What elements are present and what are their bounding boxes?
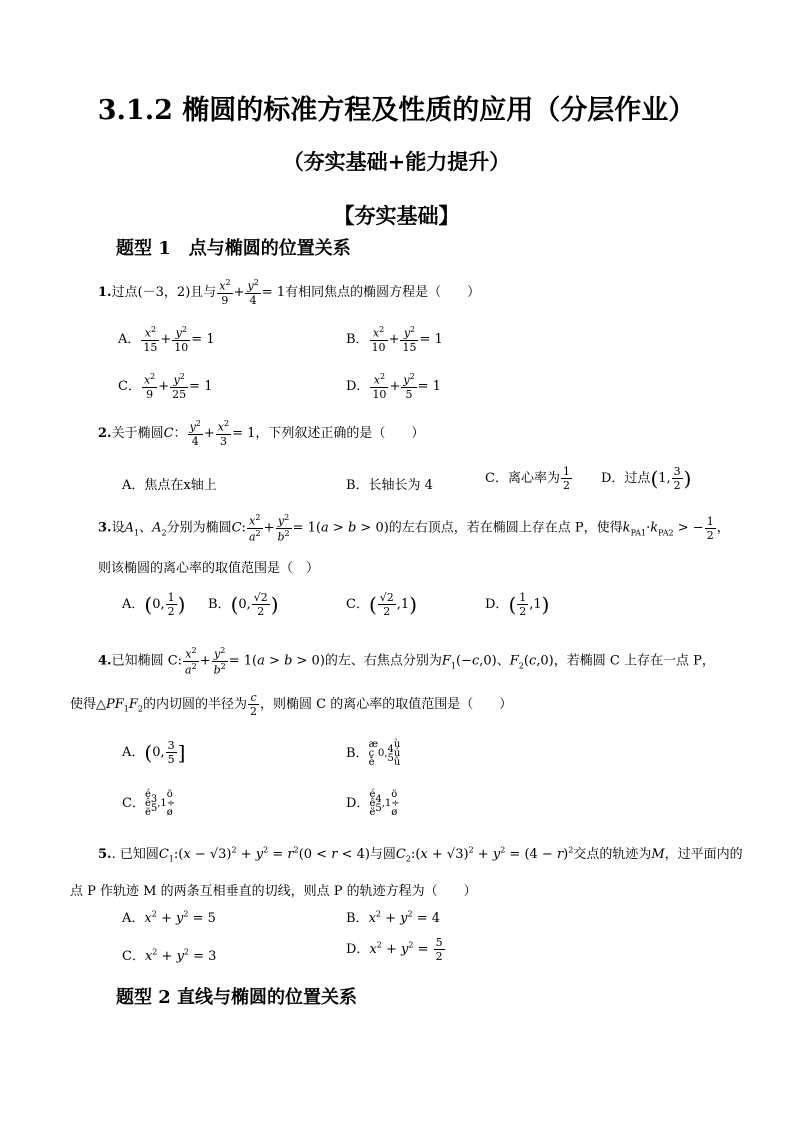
option-2a: A．焦点在x轴上: [122, 478, 217, 493]
topic-heading-2: 题型 2 直线与椭圆的位置关系: [116, 987, 358, 1008]
option-2b: B．长轴长为 4: [346, 478, 433, 493]
option-5c: C．$x^2 + y^2 = 3$: [122, 947, 217, 964]
option-2d: D．过点(1, $\frac{3}{2}$ ): [601, 465, 692, 492]
option-1d: D． $\frac{x^2}{10}$ + $\frac{y^2}{5}$ = 1: [346, 372, 441, 401]
question-number: 3.: [98, 520, 112, 536]
option-4a: A．(0, $\frac{3}{5}$ ]: [122, 739, 186, 766]
option-3a: A．(0, $\frac{1}{2}$ ): [122, 591, 186, 618]
question-number: 5.: [98, 847, 112, 862]
option-4d: D．é ê ë4 5,1ö ÷ ø: [346, 789, 400, 818]
option-2c: C．离心率为 $\frac{1}{2}$: [485, 465, 570, 492]
question-1: 1.过点(－3，2)且与 $\frac{x^2}{9}$ + $\frac{y^2}{4}$ = 1有相同焦点的椭圆方程是（ ）: [98, 278, 481, 307]
option-1c: C． $\frac{x^2}{9}$ + $\frac{y^2}{25}$ = 1: [118, 372, 213, 401]
question-3-line-2: 则该椭圆的离心率的取值范围是（ ）: [98, 561, 320, 576]
question-5-line-2: 点 P 作轨迹 M 的两条互相垂直的切线，则点 P 的轨迹方程为（ ）: [70, 884, 477, 899]
option-3b: B．(0, $\frac{√2}{2}$ ): [208, 591, 279, 618]
question-4: 4.已知椭圆 C: $\frac{x^2}{a^2}$ + $\frac{y^2}{b^2}$ = 1(a > b > 0)的左、右焦点分别为$F_1(-c,0)$、$F_2(c,0)$，若椭圆 C 上存在一点 P，: [98, 646, 715, 677]
section-heading: 【夯实基础】: [333, 203, 460, 228]
question-5: 5.. 已知圆$C_1:(x - √3)^2 + y^2 = r^2(0 < r < 4)$与圆$C_2:(x + √3)^2 + y^2 = (4 - r)^2$交点的轨迹为M，过平面内的: [98, 845, 743, 864]
question-3: 3.设$A_1$、$A_2$分别为椭圆C: $\frac{x^2}{a^2}$ + $\frac{y^2}{b^2}$ = 1(a > b > 0)的左右顶点，若在椭圆上存在点 P，使得$k_{PA1}\cdot k_{PA2}$ > − $\frac{1}{2}$ ，: [98, 513, 730, 544]
question-number: 2.: [98, 425, 112, 441]
question-number: 1.: [98, 284, 112, 300]
option-4c: C．é ê ë3 5,1ö ÷ ø: [122, 789, 176, 818]
option-5a: A．$x^2 + y^2 = 5$: [122, 909, 216, 926]
option-1b: B． $\frac{x^2}{10}$ + $\frac{y^2}{15}$ = 1: [346, 325, 443, 354]
document-title: 3.1.2 椭圆的标准方程及性质的应用（分层作业）: [97, 95, 696, 126]
topic-heading-1: 题型 1 点与椭圆的位置关系: [116, 238, 351, 259]
option-5b: B．$x^2 + y^2 = 4$: [346, 909, 441, 926]
option-5d: D．$x^2 + y^2$ = $\frac{5}{2}$: [346, 936, 443, 963]
option-1a: A． $\frac{x^2}{15}$ + $\frac{y^2}{10}$ = 1: [118, 325, 215, 354]
document-subtitle: （夯实基础+能力提升）: [282, 149, 511, 174]
question-4-line-2: 使得$\triangle PF_1F_2$的内切圆的半径为 $\frac{c}{2}$ ，则椭圆 C 的离心率的取值范围是（ ）: [70, 691, 513, 718]
option-3c: C．( $\frac{√2}{2}$ ,1): [346, 591, 417, 618]
option-4b: B．æ ç è0,4 5ù ú û: [346, 739, 401, 768]
question-number: 4.: [98, 653, 112, 669]
question-2: 2.关于椭圆C： $\frac{y^2}{4}$ + $\frac{x^2}{3}$ = 1，下列叙述正确的是（ ）: [98, 419, 425, 448]
option-3d: D．( $\frac{1}{2}$ ,1): [485, 591, 550, 618]
